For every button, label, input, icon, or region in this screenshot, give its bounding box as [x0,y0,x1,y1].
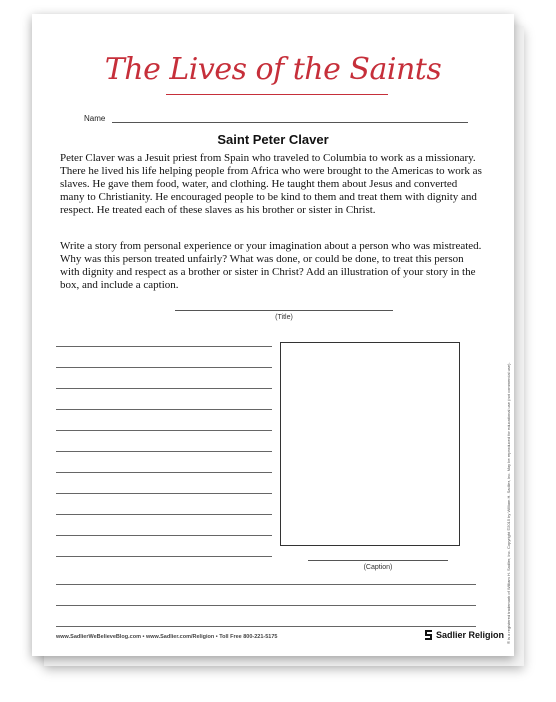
caption-write-line [308,560,448,561]
header-rule [166,94,388,95]
writing-line [56,430,272,431]
worksheet-page [32,14,514,656]
instructions-paragraph: Write a story from personal experience or your imagination about a person who was mistreated. Why was this person treated unfairly? What was done, or could be done, to treat this person with dignity and respect as a brother or sister in Christ? Add an illustration of your story in the box, and include a caption. [60,240,482,291]
name-row [84,112,468,126]
writing-line [56,626,476,627]
saint-title: Saint Peter Claver [217,132,329,147]
writing-line [56,367,272,368]
writing-line [56,605,476,606]
writing-line [56,556,272,557]
name-line [112,122,468,123]
copyright-side-note: ® is a registered trademark of William H. Sadlier, Inc. Copyright ©2015 by William H. Sadlier, Inc. May be reproduced for educational use (not commercial use). [506,362,511,644]
writing-line [56,514,272,515]
writing-line [56,584,476,585]
writing-line [56,388,272,389]
caption-label: (Caption) [363,564,393,571]
sadlier-logo-icon [424,629,433,641]
title-write-line [175,310,393,311]
footer-urls: www.SadlierWeBelieveBlog.com • www.Sadlier.com/Religion • Toll Free 800-221-5175 [56,634,278,640]
writing-line [56,346,272,347]
header-title: The Lives of the Saints [104,52,442,87]
writing-line [56,409,272,410]
intro-paragraph: Peter Claver was a Jesuit priest from Spain who traveled to Columbia to work as a missionary. There he lived his life helping people from Africa who were brought to the Americas to work as slaves. He gave them food, water, and clothing. He taught them about Jesus and converted many to Christianity. He encouraged people to be kind to them and treat them with dignity and respect. He treated each of these slaves as his brother or sister in Christ. [60,152,482,216]
writing-line [56,493,272,494]
logo-text: Sadlier Religion [436,630,505,640]
sadlier-logo [424,628,514,642]
writing-line [56,472,272,473]
name-label: Name [84,114,106,123]
title-label: (Title) [275,314,293,321]
writing-line [56,451,272,452]
illustration-box [280,342,460,546]
writing-line [56,535,272,536]
